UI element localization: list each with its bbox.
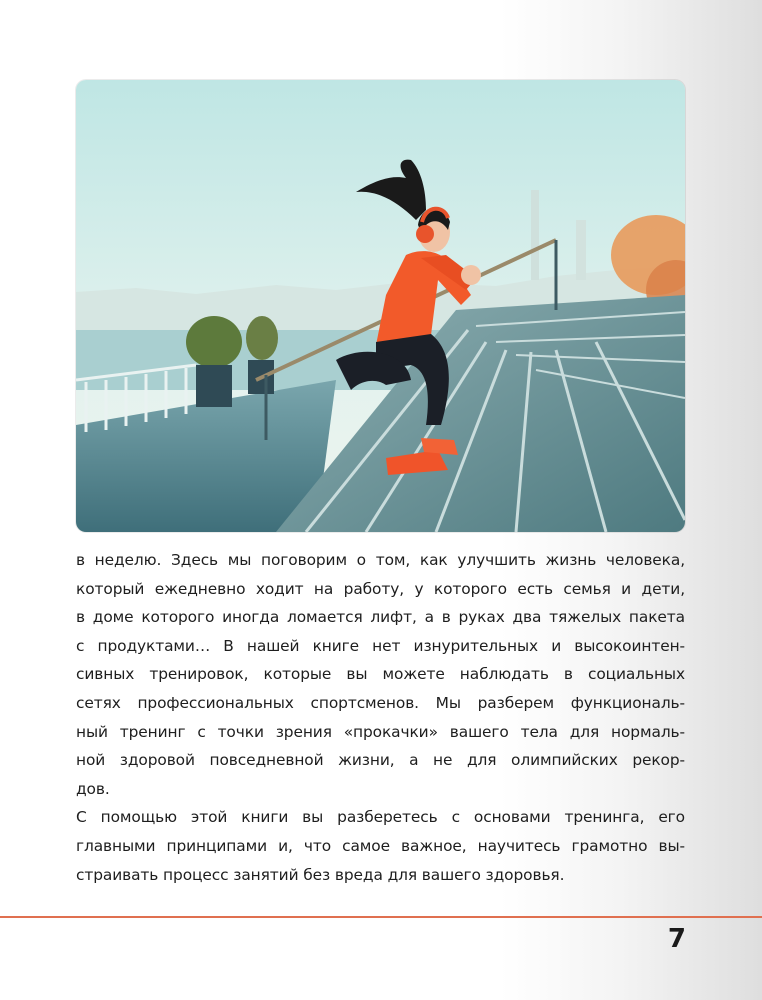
text-line: сетях профессиональных спортсменов. Мы разберем функциональ-: [76, 693, 685, 712]
paragraph-2: [76, 803, 685, 889]
text-line: ный тренинг с точки зрения «прокачки» вашего тела для нормаль-: [76, 722, 685, 741]
photo-illustration: [76, 80, 685, 532]
footer-divider: [0, 916, 762, 918]
text-line: в доме которого иногда ломается лифт, а в руках два тяжелых пакета: [76, 608, 685, 627]
text-line: дов.: [76, 779, 110, 798]
body-text: [76, 546, 685, 889]
text-line: в неделю. Здесь мы поговорим о том, как улучшить жизнь человека,: [76, 551, 685, 569]
text-line: главными принципами и, что самое важное, научитесь грамотно вы-: [76, 836, 685, 855]
text-line: страивать процесс занятий без вреда для вашего здоровья.: [76, 865, 565, 884]
paragraph-1: [76, 546, 685, 803]
text-line: ной здоровой повседневной жизни, а не для олимпийских рекор-: [76, 751, 685, 770]
text-line: который ежедневно ходит на работу, у которого есть семья и дети,: [76, 579, 685, 598]
text-line: с продуктами… В нашей книге нет изнурительных и высокоинтен-: [76, 636, 685, 655]
text-line: С помощью этой книги вы разберетесь с основами тренинга, его: [76, 808, 685, 827]
page-number: 7: [667, 924, 686, 954]
photo-woman-exercising-on-stairs: [76, 80, 685, 532]
text-line: сивных тренировок, которые вы можете наблюдать в социальных: [76, 665, 685, 684]
planter: [186, 316, 278, 407]
